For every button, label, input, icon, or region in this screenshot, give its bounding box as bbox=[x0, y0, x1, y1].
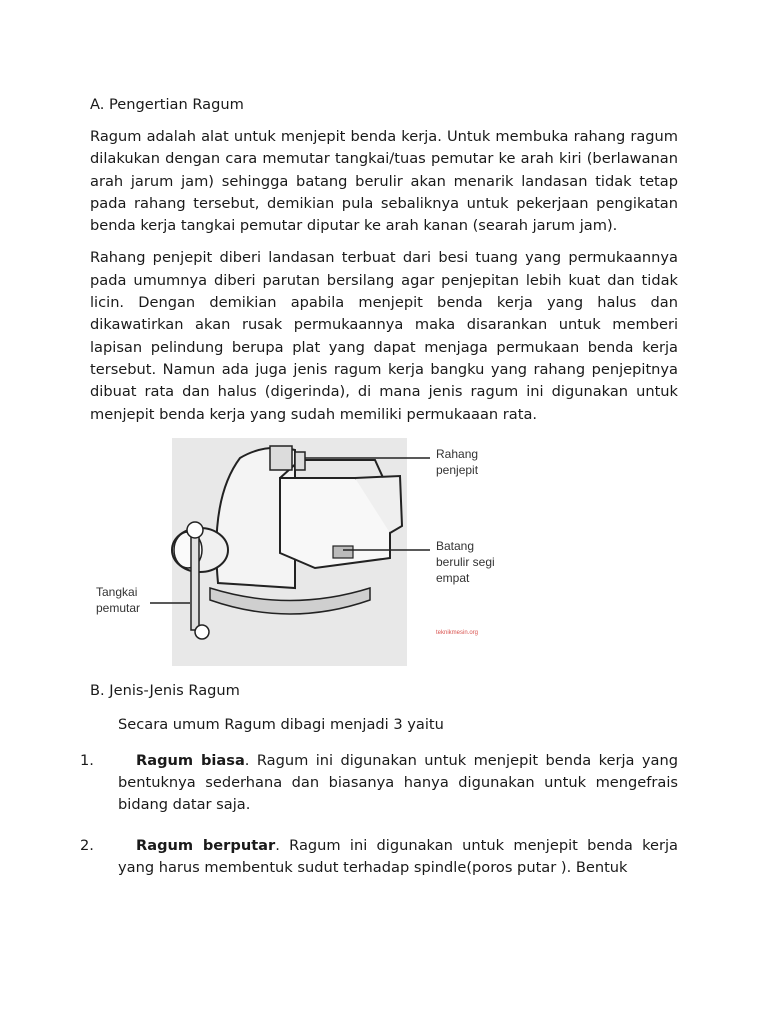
label-rahang-line2: penjepit bbox=[436, 462, 479, 477]
label-batang-line3: empat bbox=[436, 570, 470, 585]
handle-bar bbox=[191, 530, 199, 630]
section-a-paragraph-2: Rahang penjepit diberi landasan terbuat dari besi tuang yang permukaannya pada umumnya diberi parutan bersilang agar penjepitan lebih kuat dan tidak licin. Dengan demikian apabila menjepit benda kerja yang halus dan dikawatirkan akan rusak permukaannya maka disarankan untuk memberi lapisan pelindung berupa plat yang dapat menjaga permukaan benda kerja tersebut. Namun ada juga jenis ragum kerja bangku yang rahang penjepitnya dibuat rata dan halus (digerinda), di mana jenis ragum ini digunakan untuk menjepit benda kerja yang sudah memiliki permukaaan rata. bbox=[90, 249, 678, 423]
screw-nut bbox=[333, 546, 353, 558]
list-number: 1. bbox=[80, 751, 94, 769]
label-batang-line1: Batang bbox=[436, 538, 475, 553]
label-rahang-line1: Rahang bbox=[436, 446, 479, 461]
label-tangkai-line2: pemutar bbox=[96, 600, 141, 615]
figure-watermark: teknikmesin.org bbox=[436, 629, 479, 636]
list-term: Ragum biasa bbox=[136, 751, 245, 769]
jaw-plate-right bbox=[295, 452, 305, 470]
list-item-ragum-berputar bbox=[80, 835, 678, 880]
document-page bbox=[80, 94, 678, 897]
handle-knob-top bbox=[187, 522, 203, 538]
handle-knob-bottom bbox=[195, 625, 209, 639]
list-term: Ragum berputar bbox=[136, 836, 276, 854]
vise-diagram bbox=[90, 438, 678, 666]
list-text: . Ragum ini digunakan untuk menjepit benda kerja yang bentuknya sederhana dan biasanya hanya digunakan untuk mengefrais bidang datar saja. bbox=[118, 751, 678, 814]
jaw-plate-left bbox=[270, 446, 292, 470]
section-b-heading: B. Jenis-Jenis Ragum bbox=[90, 681, 240, 699]
vise-illustration bbox=[90, 438, 678, 666]
list-item-ragum-biasa bbox=[80, 750, 678, 817]
section-a-heading: A. Pengertian Ragum bbox=[90, 96, 244, 113]
label-batang-line2: berulir segi bbox=[436, 554, 495, 569]
label-tangkai-line1: Tangkai bbox=[96, 584, 138, 599]
list-text: . Ragum ini digunakan untuk menjepit benda kerja yang harus membentuk sudut terhadap spindle(poros putar ). Bentuk bbox=[118, 836, 678, 877]
list-number: 2. bbox=[80, 836, 94, 854]
section-b-intro: Secara umum Ragum dibagi menjadi 3 yaitu bbox=[118, 715, 444, 733]
section-a-paragraph-1: Ragum adalah alat untuk menjepit benda kerja. Untuk membuka rahang ragum dilakukan dengan cara memutar tangkai/tuas pemutar ke arah kiri (berlawanan arah jarum jam) sehingga batang berulir akan menarik landasan tidak tetap pada rahang tersebut, demikian pula sebaliknya untuk pekerjaan pengikatan benda kerja tangkai pemutar diputar ke arah kanan (searah jarum jam). bbox=[90, 128, 678, 235]
